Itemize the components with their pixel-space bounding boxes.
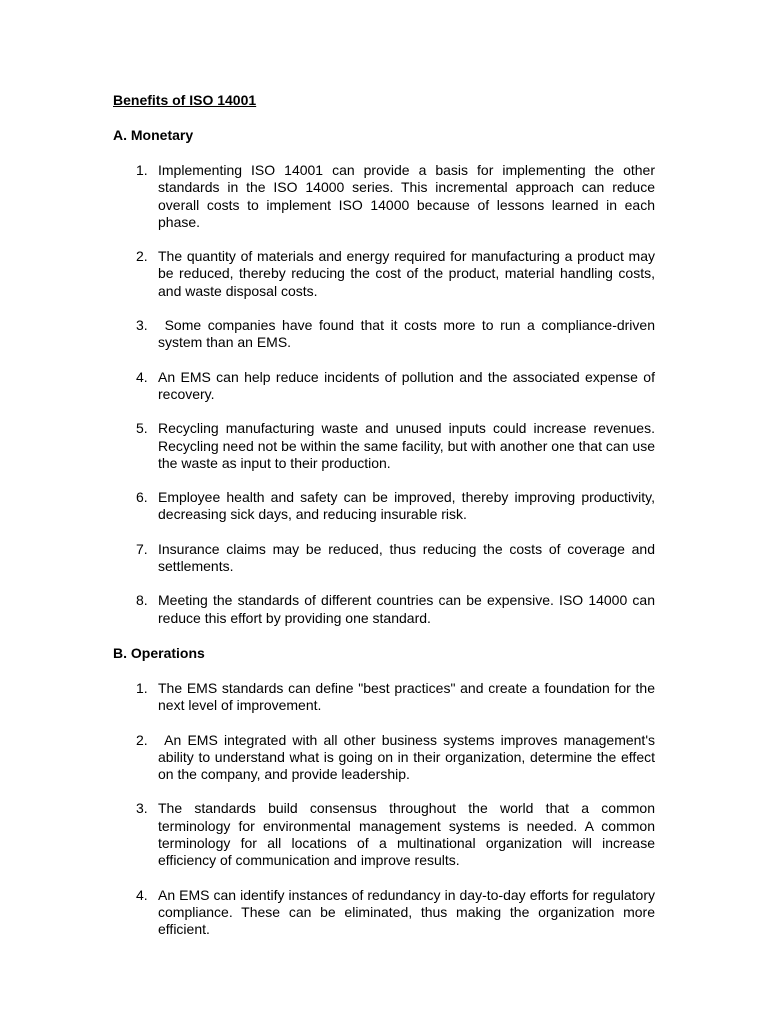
item-text: Recycling manufacturing waste and unused inputs could increase revenues. Recycling need not be within the same facility, but with another one that can use the waste as input to their production. bbox=[158, 420, 655, 471]
item-number: 1. bbox=[136, 679, 148, 696]
item-text: Employee health and safety can be improved, thereby improving productivity, decreasing sick days, and reducing insurable risk. bbox=[158, 489, 655, 523]
item-text: Insurance claims may be reduced, thus reducing the costs of coverage and settlements. bbox=[158, 540, 655, 575]
item-text: An EMS integrated with all other business systems improves management's ability to understand what is going on in their organization, determine the effect on the company, and provide leadership. bbox=[158, 731, 655, 783]
section-heading-monetary: A. Monetary bbox=[113, 127, 194, 143]
item-number: 3. bbox=[136, 800, 148, 817]
operations-list bbox=[113, 680, 655, 939]
list-item bbox=[113, 162, 655, 231]
list-item bbox=[113, 592, 655, 627]
item-text: The standards build consensus throughout the world that a common terminology for environmental management systems is needed. A common terminology for all locations of a multinational organization will increase efficiency of communication and improve results. bbox=[158, 800, 655, 869]
item-number: 4. bbox=[136, 368, 148, 385]
document-title: Benefits of ISO 14001 bbox=[113, 92, 257, 108]
item-number: 7. bbox=[136, 540, 148, 557]
item-text: Implementing ISO 14001 can provide a basis for implementing the other standards in the ISO 14000 series. This incremental approach can reduce overall costs to implement ISO 14000 because of lessons learned in each phase. bbox=[158, 162, 655, 230]
item-text: The EMS standards can define "best practices" and create a foundation for the next level of improvement. bbox=[158, 679, 655, 714]
item-text: The quantity of materials and energy required for manufacturing a product may be reduced, thereby reducing the cost of the product, material handling costs, and waste disposal costs. bbox=[158, 248, 655, 299]
list-item bbox=[113, 369, 655, 404]
item-number: 5. bbox=[136, 420, 148, 437]
item-number: 3. bbox=[136, 317, 148, 334]
list-item bbox=[113, 248, 655, 300]
list-item bbox=[113, 887, 655, 939]
item-number: 1. bbox=[136, 162, 148, 178]
item-number: 2. bbox=[136, 248, 148, 265]
list-item bbox=[113, 680, 655, 715]
section-heading-operations: B. Operations bbox=[113, 644, 205, 661]
item-number: 4. bbox=[136, 886, 148, 903]
item-text: An EMS can identify instances of redundancy in day-to-day efforts for regulatory compliance. These can be eliminated, thus making the organization more efficient. bbox=[158, 886, 655, 938]
list-item bbox=[113, 541, 655, 576]
list-item bbox=[113, 800, 655, 869]
item-number: 6. bbox=[136, 489, 148, 506]
list-item bbox=[113, 317, 655, 352]
list-item bbox=[113, 489, 655, 524]
item-number: 2. bbox=[136, 731, 148, 748]
item-text: Some companies have found that it costs more to run a compliance-driven system than an EMS. bbox=[158, 317, 655, 351]
monetary-list bbox=[113, 162, 655, 627]
item-number: 8. bbox=[136, 592, 148, 609]
list-item bbox=[113, 420, 655, 472]
item-text: An EMS can help reduce incidents of pollution and the associated expense of recovery. bbox=[158, 368, 655, 402]
list-item bbox=[113, 732, 655, 784]
item-text: Meeting the standards of different countries can be expensive. ISO 14000 can reduce this effort by providing one standard. bbox=[158, 592, 655, 626]
